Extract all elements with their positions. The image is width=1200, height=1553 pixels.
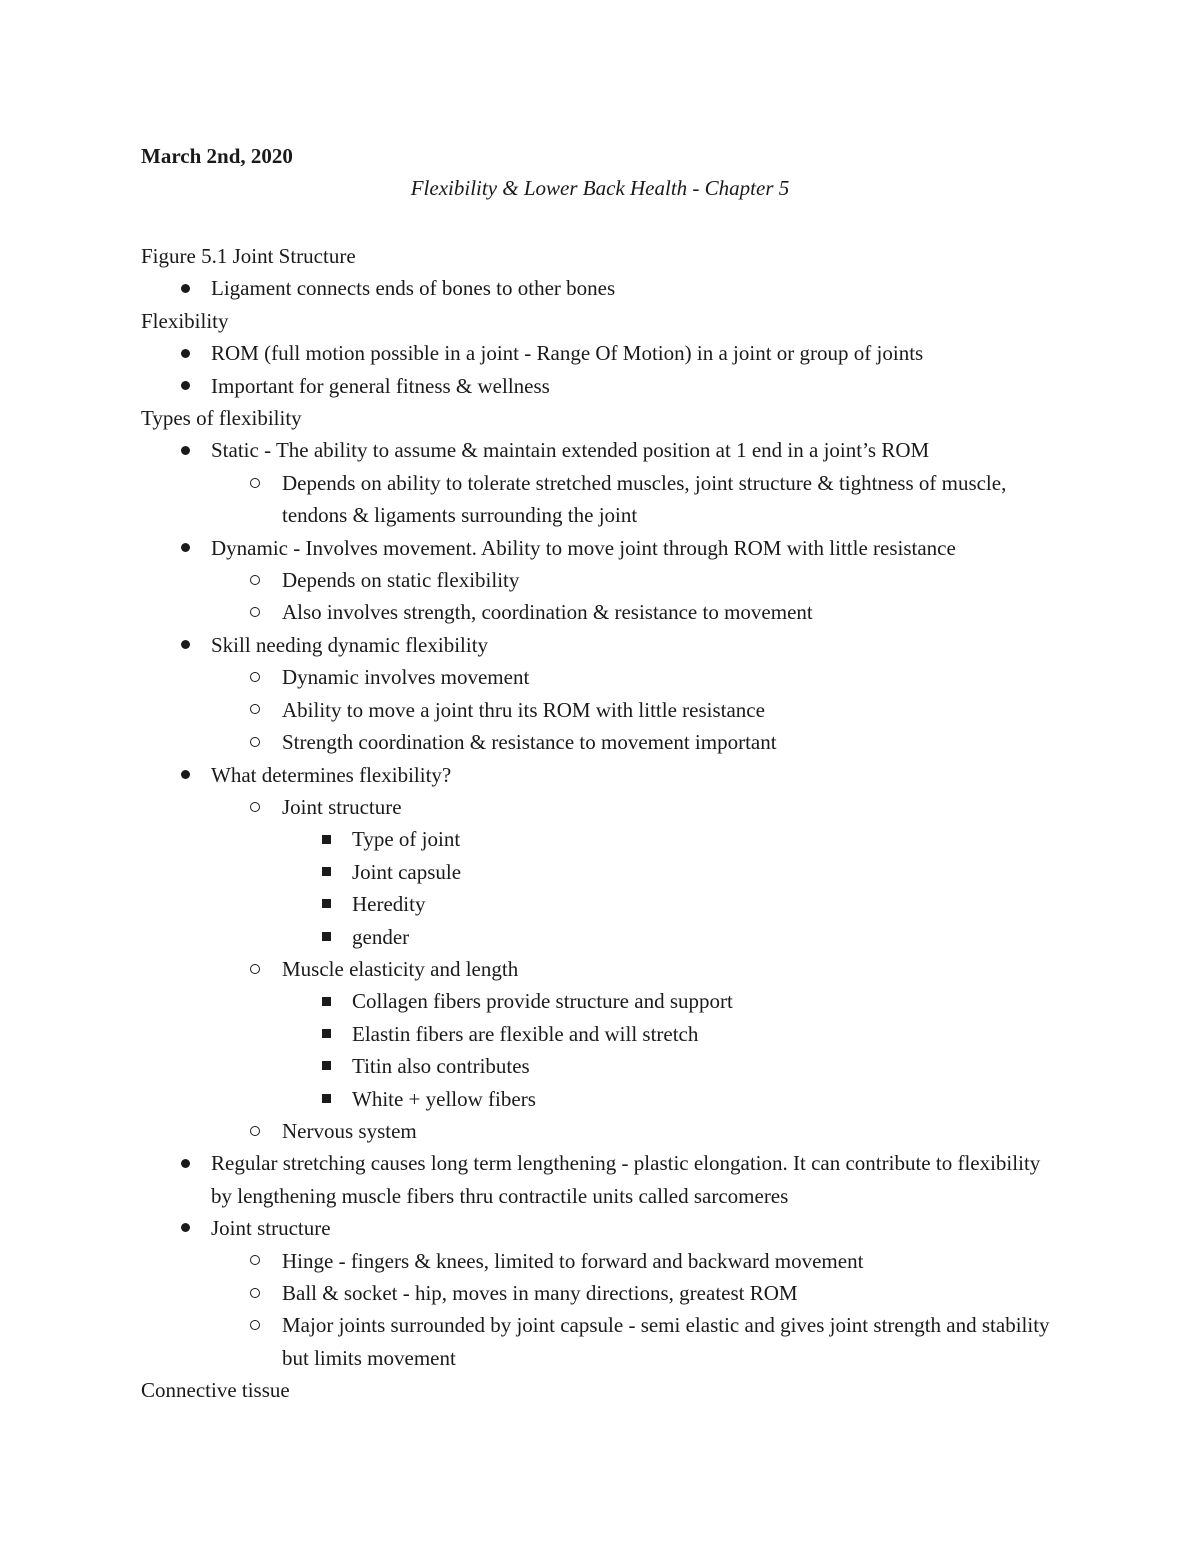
item-text: Hinge - fingers & knees, limited to forward and backward movement [282, 1248, 864, 1273]
item-text: Dynamic involves movement [282, 665, 530, 690]
list-item [141, 791, 1061, 823]
list-item [141, 759, 1061, 791]
item-text: Also involves strength, coordination & resistance to movement [282, 600, 813, 625]
list-item [141, 856, 1061, 888]
list-item [141, 629, 1061, 661]
list-item [141, 1245, 1061, 1277]
list-item [141, 1212, 1061, 1244]
list-item [141, 921, 1061, 953]
hollow-circle-bullet-icon [245, 726, 265, 758]
item-text: Types of flexibility [141, 406, 302, 431]
list-item [141, 985, 1061, 1017]
filled-circle-bullet-icon [175, 759, 195, 791]
list-item [141, 370, 1061, 402]
hollow-circle-bullet-icon [245, 953, 265, 985]
list-item [141, 1050, 1061, 1082]
filled-circle-bullet-icon [175, 337, 195, 369]
note-date: March 2nd, 2020 [141, 144, 293, 168]
hollow-circle-bullet-icon [245, 1277, 265, 1309]
list-item [141, 823, 1061, 855]
item-text: Ability to move a joint thru its ROM with little resistance [282, 697, 765, 722]
list-item [141, 1309, 1061, 1374]
item-text: Depends on ability to tolerate stretched muscles, joint structure & tightness of muscle, tendons & ligaments surrounding the joint [282, 470, 1007, 528]
item-text: ROM (full motion possible in a joint - Range Of Motion) in a joint or group of joints [211, 341, 924, 366]
hollow-circle-bullet-icon [245, 1115, 265, 1147]
list-item [141, 888, 1061, 920]
item-text: Joint structure [282, 794, 402, 819]
item-text: Connective tissue [141, 1378, 290, 1403]
outline-heading [141, 402, 1061, 434]
item-text: Nervous system [282, 1118, 417, 1143]
filled-circle-bullet-icon [175, 434, 195, 466]
item-text: Important for general fitness & wellness [211, 373, 550, 398]
item-text: Muscle elasticity and length [282, 956, 519, 981]
item-text: Strength coordination & resistance to movement important [282, 730, 777, 755]
item-text: What determines flexibility? [211, 762, 452, 787]
list-item [141, 596, 1061, 628]
filled-circle-bullet-icon [175, 1212, 195, 1244]
list-item [141, 1083, 1061, 1115]
outline-heading [141, 1374, 1061, 1406]
filled-square-bullet-icon [316, 823, 336, 855]
outline-heading [141, 240, 1061, 272]
item-text: White + yellow fibers [352, 1086, 536, 1111]
filled-circle-bullet-icon [175, 370, 195, 402]
list-item [141, 1277, 1061, 1309]
item-text: Ball & socket - hip, moves in many directions, greatest ROM [282, 1281, 798, 1305]
filled-circle-bullet-icon [175, 629, 195, 661]
outline-heading [141, 305, 1061, 337]
hollow-circle-bullet-icon [245, 564, 265, 596]
list-item [141, 532, 1061, 564]
item-text: Titin also contributes [352, 1054, 530, 1079]
outline-list [141, 240, 1061, 1407]
list-item [141, 564, 1061, 596]
note-title: Flexibility & Lower Back Health - Chapter 5 [410, 176, 790, 200]
item-text: Static - The ability to assume & maintain extended position at 1 end in a joint’s ROM [211, 438, 930, 463]
filled-square-bullet-icon [316, 1083, 336, 1115]
list-item [141, 272, 1061, 304]
item-text: Major joints surrounded by joint capsule - semi elastic and gives joint strength and stability but limits movement [282, 1313, 1050, 1370]
item-text: Figure 5.1 Joint Structure [141, 244, 356, 268]
item-text: Skill needing dynamic flexibility [211, 632, 489, 657]
item-text: Flexibility [141, 308, 229, 333]
item-text: Heredity [352, 892, 426, 917]
item-text: Regular stretching causes long term lengthening - plastic elongation. It can contribute to flexibility by lengthening muscle fibers thru contractile units called sarcomeres [211, 1151, 1041, 1208]
item-text: Type of joint [352, 827, 461, 852]
item-text: Ligament connects ends of bones to other bones [211, 276, 616, 301]
hollow-circle-bullet-icon [245, 661, 265, 693]
filled-square-bullet-icon [316, 856, 336, 888]
filled-circle-bullet-icon [175, 1147, 195, 1179]
filled-square-bullet-icon [316, 985, 336, 1017]
hollow-circle-bullet-icon [245, 596, 265, 628]
filled-square-bullet-icon [316, 921, 336, 953]
item-text: Dynamic - Involves movement. Ability to move joint through ROM with little resistance [211, 535, 956, 560]
item-text: gender [352, 924, 410, 949]
list-item [141, 1115, 1061, 1147]
item-text: Joint structure [211, 1216, 331, 1241]
list-item [141, 467, 1061, 532]
list-item [141, 1018, 1061, 1050]
filled-circle-bullet-icon [175, 272, 195, 304]
list-item [141, 1147, 1061, 1212]
filled-square-bullet-icon [316, 1018, 336, 1050]
filled-square-bullet-icon [316, 888, 336, 920]
hollow-circle-bullet-icon [245, 791, 265, 823]
list-item [141, 337, 1061, 369]
list-item [141, 953, 1061, 985]
hollow-circle-bullet-icon [245, 694, 265, 726]
hollow-circle-bullet-icon [245, 467, 265, 499]
item-text: Joint capsule [352, 859, 462, 884]
item-text: Depends on static flexibility [282, 568, 520, 593]
list-item [141, 694, 1061, 726]
list-item [141, 661, 1061, 693]
filled-square-bullet-icon [316, 1050, 336, 1082]
list-item [141, 434, 1061, 466]
list-item [141, 726, 1061, 758]
hollow-circle-bullet-icon [245, 1245, 265, 1277]
item-text: Collagen fibers provide structure and support [352, 989, 733, 1014]
filled-circle-bullet-icon [175, 532, 195, 564]
hollow-circle-bullet-icon [245, 1309, 265, 1341]
item-text: Elastin fibers are flexible and will stretch [352, 1021, 699, 1046]
